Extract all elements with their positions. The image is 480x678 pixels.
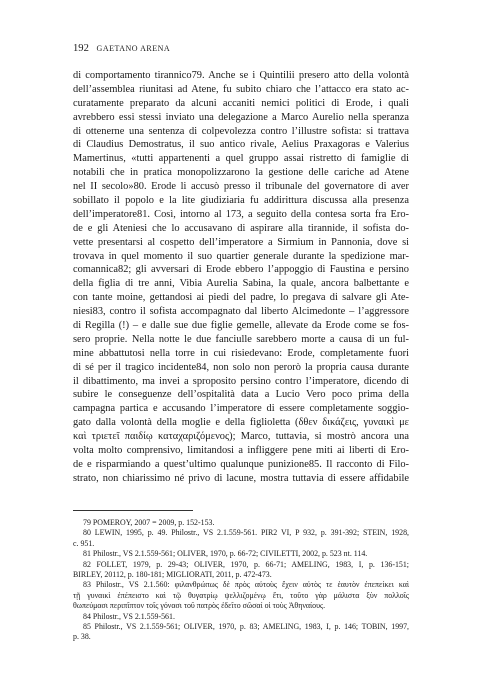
body-line: di Claudius Demostratus, il suo antico rivale, Aelius Praxagoras e Valerius <box>73 139 409 151</box>
body-line: καὶ τριετεῖ παιδίῳ καταχαριζόμενος); Marco, tuttavia, si mostrò ancora una <box>73 431 409 443</box>
body-line: sobillato il popolo e la lite giudiziaria fu addirittura discussa alla presenza <box>73 195 409 207</box>
body-line: strato, non chiarissimo né privo di lacune, mostra tuttavia di essere affidabile <box>73 472 409 484</box>
body-line: di Regilla (!) – e dalle sue due figlie gemelle, allevate da Erode come se fos- <box>73 320 409 332</box>
body-line: dell’assemblea riunitasi ad Atene, fu subito chiaro che l’attacco era stato ac- <box>73 83 409 95</box>
body-line: niesi83, contro il sofista accompagnato dal liberto Alcimedonte – l’aggressore <box>73 306 409 318</box>
footnote: 82 FOLLET, 1979, p. 29-43; OLIVER, 1970, p. 66-71; AMELING, 1983, I, p. 136-151; <box>83 559 409 569</box>
footnote: 84 Philostr., VS 2.1.559-561. <box>83 611 175 621</box>
body-line: comannica82; gli avversari di Erode ebbero l’appoggio di Faustina e persino <box>73 264 409 276</box>
body-line: trovava in quel momento il suo quartier generale durante la spedizione mar- <box>73 250 409 262</box>
footnote-continuation: p. 38. <box>73 632 91 642</box>
running-header <box>73 42 413 55</box>
body-line: campagna partica e accusando l’imperatore di essere completamente soggio- <box>73 403 409 415</box>
body-line: nel II secolo»80. Erode li accusò presso il tribunale del governatore di aver <box>73 181 409 193</box>
footnote-continuation: τῇ γυναικὶ ἐπέπειστο καὶ τῷ θυγατρίῳ ψελλιζομένῳ ἔτι, τοῦτο γὰρ μάλιστα ξὺν πολλοῖς <box>73 590 409 600</box>
footnote-separator <box>73 510 193 511</box>
body-line: sero proprie. Nella notte le due fanciulle sarebbero morte a causa di un ful- <box>73 333 409 345</box>
body-line: mine abbattutosi nella torre in cui risiedevano: Erode, completamente fuori <box>73 347 409 359</box>
footnote: 80 LEWIN, 1995, p. 49. Philostr., VS 2.1.559-561. PIR2 VI, P 932, p. 391-392; STEIN, 1928, <box>83 528 409 538</box>
body-line: di sé per il tragico incidente84, non solo non perorò la propria causa durante <box>73 361 409 373</box>
footnote-continuation: θωπεύμασι περιπῖπτον τοῖς γόνασι τοῦ πατρὸς ἐδεῖτο σῶσαί οἱ τοὺς Ἀθηναίους. <box>73 601 326 611</box>
body-line: con tante moine, gettandosi ai piedi del padre, lo pregava di salvare gli Ate- <box>73 292 409 304</box>
body-line: gato dalla volontà della moglie e della figlioletta (δθεν δικάζεις, γυναικὶ με <box>73 417 409 429</box>
footnote: 79 POMEROY, 2007 = 2009, p. 152-153. <box>83 518 215 527</box>
page-number: 192 <box>73 43 89 54</box>
body-line: curatamente preparato da alcuni accaniti nemici politici di Erode, i quali <box>73 97 409 109</box>
body-text <box>73 69 409 486</box>
body-line: volta molto comprensivo, limitandosi a infliggere pene miti ai liberti di Ero- <box>73 445 409 457</box>
body-line: vette presentarsi al cospetto dell’imperatore a Sirmium in Pannonia, dove si <box>73 236 409 248</box>
body-line: di ottenerne una sentenza di colpevolezza contro l’illustre sofista: si trattava <box>73 125 409 137</box>
body-line: dell’imperatore81. Così, intorno al 173, a seguito della contesa sorta fra Ero- <box>73 208 409 220</box>
running-head-author: GAETANO ARENA <box>96 44 171 53</box>
body-line: avrebbero essi stessi inviato una delegazione a Marco Aurelio nella speranza <box>73 111 409 123</box>
footnote: 81 Philostr., VS 2.1.559-561; OLIVER, 1970, p. 66-72; CIVILETTI, 2002, p. 523 nt. 114. <box>83 549 368 559</box>
footnote: 85 Philostr., VS 2.1.559-561; OLIVER, 1970, p. 83; AMELING, 1983, I, p. 146; TOBIN, 1997, <box>83 621 409 631</box>
body-line: di comportamento tirannico79. Anche se i Quintilii presero atto della volontà <box>73 70 409 81</box>
body-line: de e risparmiando a quest’ultimo qualunque punizione85. Il racconto di Filo- <box>73 458 409 470</box>
footnote-continuation: BIRLEY, 20112, p. 180-181; MIGLIORATI, 2011, p. 472-473. <box>73 569 272 579</box>
footnote: 83 Philostr., VS 2.1.560: φιλανθρώπως δὲ πρὸς αὐτοὺς ἔχειν αὐτὸς τε ἑαυτὸν ἐπεπείκει καὶ <box>83 580 409 590</box>
body-line: subire le conseguenze dell’ospitalità data a Lucio Vero poco prima della <box>73 389 409 401</box>
body-line: Mamertinus, «tutti appartenenti a quel gruppo assai ristretto di famiglie di <box>73 153 409 165</box>
body-line: notabili che in pratica monopolizzarono la gestione delle cariche ad Atene <box>73 167 409 179</box>
footnote-continuation: c. 951. <box>73 538 95 548</box>
footnotes <box>73 510 409 643</box>
body-line: de e gli Ateniesi che lo accusavano di aspirare alla tirannide, il sofista do- <box>73 222 409 234</box>
body-line: della figlia di tre anni, Vibia Aurelia Sabina, la quale, ancora balbettante e <box>73 278 409 290</box>
body-line: il dibattimento, ma invei a sproposito persino contro l’imperatore, dicendo di <box>73 375 409 387</box>
